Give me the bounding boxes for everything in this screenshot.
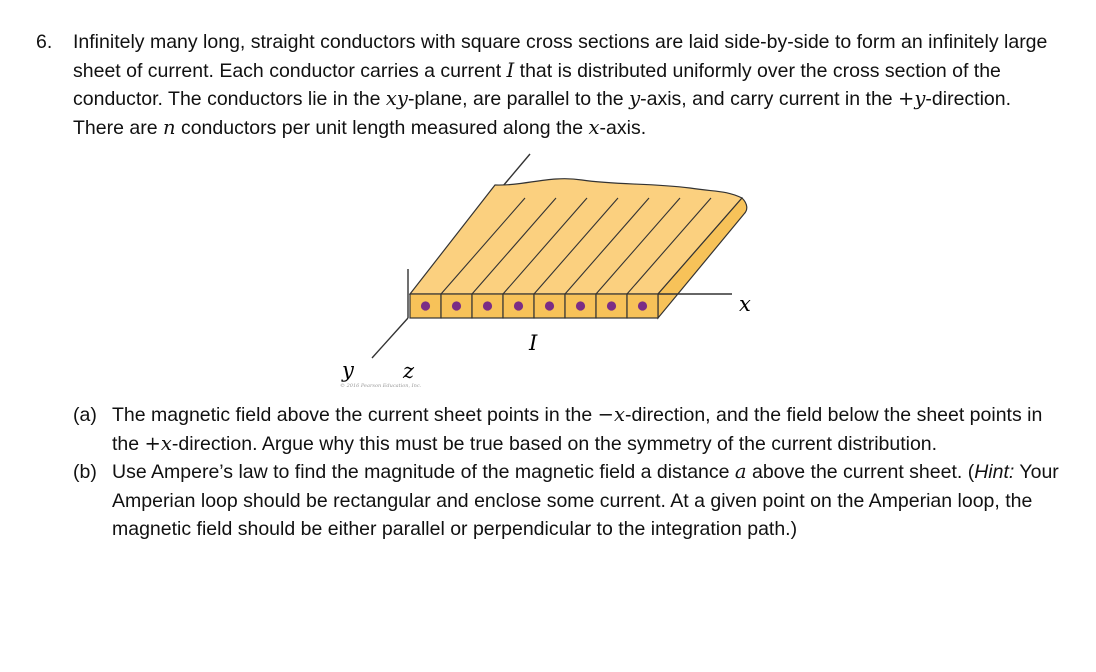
z-axis-label: z [403, 359, 415, 383]
n-symbol: n [162, 115, 176, 139]
current-out-dot [638, 301, 647, 310]
x-symbol: x [588, 115, 600, 139]
current-symbol: I [506, 58, 515, 82]
problem-statement [36, 28, 1066, 142]
y-axis-back [503, 154, 530, 186]
xy-symbol: xy [385, 87, 408, 110]
x-symbol: x [613, 403, 625, 426]
problem-parts [73, 401, 1063, 544]
part-b: (b) Use Ampere’s law to find the magnitude of the magnetic field a distance a above the current sheet. (Hint: Your Amperian loop should be rectangular and enclose some current. At a given point on the Amperian loop, the magnetic field should be either parallel or perpendicular to the integration path.) [73, 460, 1059, 540]
y-symbol: y [914, 87, 926, 110]
x-axis-label: x [739, 292, 751, 316]
current-out-dot [452, 301, 461, 310]
part-b-label: (b) [73, 461, 97, 483]
current-out-dot [421, 301, 430, 310]
current-label: I [529, 331, 538, 355]
current-out-dot [483, 301, 492, 310]
part-a: (a) The magnetic field above the current sheet points in the −x-direction, and the field below the sheet points in the +x-direction. Argue why this must be true based on the symmetry of the current distribution. [73, 403, 1043, 455]
a-symbol: a [734, 460, 747, 483]
figure-credit: © 2016 Pearson Education, Inc. [340, 383, 422, 389]
hint-label: Hint: [974, 461, 1015, 483]
current-out-dot [545, 301, 554, 310]
part-a-label: (a) [73, 404, 97, 426]
x-symbol: x [160, 431, 172, 455]
y-axis-front [372, 318, 408, 358]
y-axis-label: y [342, 358, 354, 382]
conductor-cross-sections [410, 294, 658, 318]
plus-sign: + [898, 87, 915, 110]
y-symbol: y [629, 87, 641, 110]
current-out-dot [514, 301, 523, 310]
current-out-dot [607, 301, 616, 310]
plus-sign: + [144, 431, 161, 455]
problem-intro: Infinitely many long, straight conductors with square cross sections are laid side-by-side to form an infinitely large sheet of current. Each conductor carries a current I that is distributed uniformly over the cross section of the conductor. The conductors lie in the xy-plane, are parallel to the y-axis, and carry current in the +y-direction. There are n conductors per unit length measured along the x-axis. [73, 31, 1048, 139]
current-sheet-figure [320, 148, 790, 396]
problem-number: 6. [36, 31, 53, 53]
minus-sign: − [597, 403, 614, 426]
current-out-dot [576, 301, 585, 310]
